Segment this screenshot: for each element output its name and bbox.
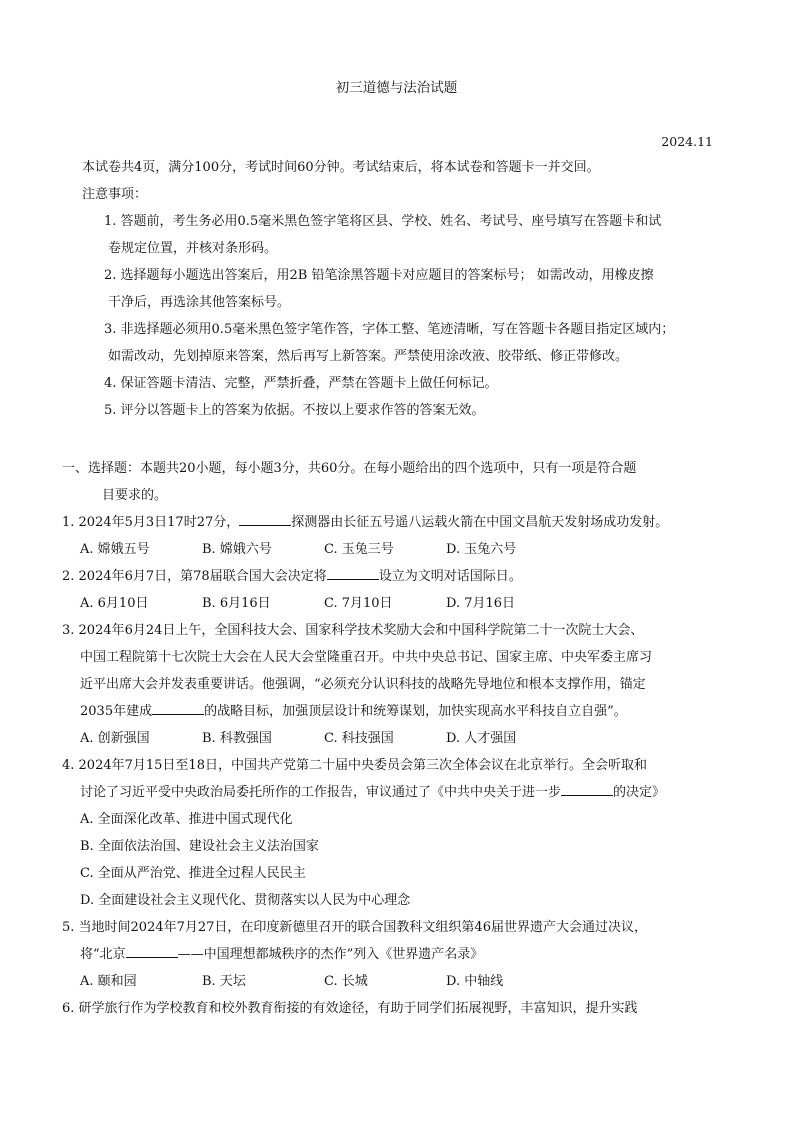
q4-option-a: A. 全面深化改革、推进中国式现代化 bbox=[80, 812, 293, 827]
q5-option-d: D. 中轴线 bbox=[446, 974, 504, 989]
q3-option-d: D. 人才强国 bbox=[446, 731, 517, 746]
q2-option-a: A. 6月10日 bbox=[80, 596, 149, 611]
q1-option-c: C. 玉兔三号 bbox=[324, 542, 394, 557]
section-one bbox=[62, 455, 732, 1022]
question-2: 2. 2024年6月7日，第78届联合国大会决定将 设立为文明对话国际日。 bbox=[62, 563, 732, 590]
section-heading-line-1: 一、选择题：本题共20小题，每小题3分，共60分。在每小题给出的四个选项中，只有一项是符合题 bbox=[62, 461, 637, 476]
question-5-line-1: 5. 当地时间2024年7月27日，在印度新德里召开的联合国教科文组织第46届世界遗产大会通过决议， bbox=[62, 920, 647, 935]
notice-2-line-1: 2. 选择题每小题选出答案后，用2B 铅笔涂黑答题卡对应题目的答案标号； 如需改动，用橡皮擦 bbox=[104, 268, 654, 283]
q3-option-a: A. 创新强国 bbox=[80, 731, 150, 746]
notice-5: 5. 评分以答题卡上的答案为依据。不按以上要求作答的答案无效。 bbox=[104, 403, 485, 418]
q1-option-b: B. 嫦娥六号 bbox=[202, 542, 272, 557]
notice-title: 注意事项： bbox=[82, 187, 148, 202]
q1-option-d: D. 玉兔六号 bbox=[446, 542, 517, 557]
question-4-line-2: 讨论了习近平受中央政治局委托所作的工作报告，审议通过了《中共中央关于进一步 的决定》 bbox=[62, 779, 732, 806]
question-3-line-3: 近平出席大会并发表重要讲话。他强调，“必须充分认识科技的战略先导地位和根本支撑作用，锚定 bbox=[80, 677, 646, 692]
section-heading-line-2: 目要求的。 bbox=[102, 488, 168, 503]
question-3-line-4: 2035年建成 的战略目标，加强顶层设计和统筹谋划，加快实现高水平科技自立自强”。 bbox=[62, 698, 732, 725]
notice-1-line-1: 1. 答题前，考生务必用0.5毫米黑色签字笔将区县、学校、姓名、考试号、座号填写在答题卡和试 bbox=[104, 214, 662, 229]
exam-date: 2024.11 bbox=[661, 134, 713, 149]
answer-blank bbox=[152, 701, 204, 715]
answer-blank bbox=[327, 566, 379, 580]
q1-option-a: A. 嫦娥五号 bbox=[80, 542, 150, 557]
question-1-options bbox=[62, 536, 732, 563]
q5-option-b: B. 天坛 bbox=[202, 974, 246, 989]
notice-4: 4. 保证答题卡清洁、完整，严禁折叠，严禁在答题卡上做任何标记。 bbox=[104, 376, 498, 391]
q3-option-c: C. 科技强国 bbox=[324, 731, 394, 746]
notice-2-line-2: 干净后，再选涂其他答案标号。 bbox=[108, 295, 291, 310]
question-4-line-1: 4. 2024年7月15日至18日，中国共产党第二十届中央委员会第三次全体会议在北京举行。全会听取和 bbox=[62, 758, 647, 773]
question-1: 1. 2024年5月3日17时27分， 探测器由长征五号遥八运载火箭在中国文昌航天发射场成功发射。 bbox=[62, 509, 732, 536]
instructions bbox=[82, 154, 722, 424]
q5-option-c: C. 长城 bbox=[324, 974, 368, 989]
notice-3-line-2: 如需改动，先划掉原来答案，然后再写上新答案。严禁使用涂改液、胶带纸、修正带修改。 bbox=[108, 349, 629, 364]
answer-blank bbox=[561, 782, 613, 796]
q2-option-d: D. 7月16日 bbox=[446, 596, 516, 611]
q2-option-b: B. 6月16日 bbox=[202, 596, 271, 611]
question-3-line-1: 3. 2024年6月24日上午，全国科技大会、国家科学技术奖励大会和中国科学院第二十一次院士大会、 bbox=[62, 623, 644, 638]
notice-1-line-2: 卷规定位置，并核对条形码。 bbox=[108, 241, 278, 256]
question-5-options bbox=[62, 968, 732, 995]
question-3-line-2: 中国工程院第十七次院士大会在人民大会堂隆重召开。中共中央总书记、国家主席、中央军委主席习 bbox=[80, 650, 653, 665]
answer-blank bbox=[126, 944, 178, 958]
notice-3-line-1: 3. 非选择题必须用0.5毫米黑色签字笔作答，字体工整、笔迹清晰，写在答题卡各题目指定区域内； bbox=[104, 322, 675, 337]
q4-option-b: B. 全面依法治国、建设社会主义法治国家 bbox=[80, 839, 319, 854]
q4-option-c: C. 全面从严治党、推进全过程人民民主 bbox=[80, 866, 306, 881]
question-6-line-1: 6. 研学旅行作为学校教育和校外教育衔接的有效途径，有助于同学们拓展视野，丰富知识，提升实践 bbox=[62, 1001, 638, 1016]
question-3-options bbox=[62, 725, 732, 752]
question-2-options bbox=[62, 590, 732, 617]
answer-blank bbox=[239, 512, 291, 526]
question-5-line-2: 将“北京 ——中国理想都城秩序的杰作”列入《世界遗产名录》 bbox=[62, 941, 732, 968]
q4-option-d: D. 全面建设社会主义现代化、贯彻落实以人民为中心理念 bbox=[80, 893, 411, 908]
page-title: 初三道德与法治试题 bbox=[335, 80, 458, 96]
q2-option-c: C. 7月10日 bbox=[324, 596, 393, 611]
intro-text: 本试卷共4页，满分100分，考试时间60分钟。考试结束后，将本试卷和答题卡一并交回。 bbox=[82, 160, 600, 175]
q3-option-b: B. 科教强国 bbox=[202, 731, 272, 746]
q5-option-a: A. 颐和园 bbox=[80, 974, 137, 989]
